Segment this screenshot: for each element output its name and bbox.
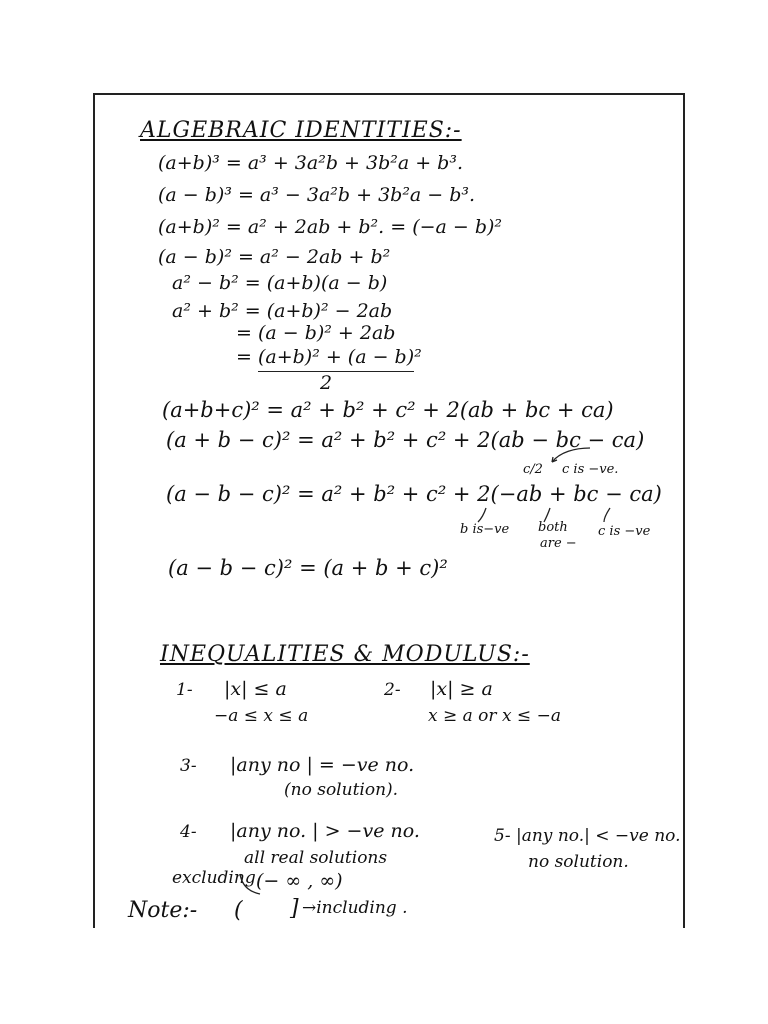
annotation-are-negative: are − [540,536,577,551]
inequality-detail: −a ≤ x ≤ a [214,706,309,726]
annotation-both: both [538,520,568,535]
note-label: Note:- [128,898,198,923]
identity-line: (a − b − c)² = a² + b² + c² + 2(−ab + bc − ca) [166,482,662,506]
inequality-expression: |any no | = −ve no. [230,754,415,776]
identity-line: = (a − b)² + 2ab [236,322,396,344]
identity-line: (a + b − c)² = a² + b² + c² + 2(ab − bc − ca) [166,428,645,452]
note-close-bracket: ] [290,896,299,921]
identity-line: (a+b)³ = a³ + 3a²b + 3b²a + b³. [158,152,464,174]
inequality-detail: x ≥ a or x ≤ −a [428,706,561,726]
excluding-label: excluding [172,868,256,888]
identity-line: (a − b)² = a² − 2ab + b² [158,246,391,268]
interval-text: (− ∞ , ∞) [256,870,343,892]
identity-line: (a+b+c)² = a² + b² + c² + 2(ab + bc + ca) [162,398,614,422]
identity-line: a² + b² = (a+b)² − 2ab [172,300,393,322]
inequality-detail: (no solution). [284,780,399,800]
inequality-number: 2- [384,680,401,700]
inequality-number: 1- [176,680,193,700]
inequality-number: 4- [180,822,197,842]
inequality-number: 3- [180,756,197,776]
inequality-number: 5- [494,826,511,846]
curved-arrow-icon [530,446,610,466]
inequality-expression: |any no.| < −ve no. [516,826,681,846]
identity-line: (a+b)² = a² + 2ab + b². = (−a − b)² [158,216,503,238]
annotation-c-half: c/2 [523,462,543,477]
inequality-expression: |x| ≥ a [430,678,493,700]
inequality-detail: all real solutions [244,848,388,868]
annotation-b-negative: b is−ve [460,522,510,537]
identity-line: = (a+b)² + (a − b)² [236,346,422,368]
inequality-expression: |x| ≤ a [224,678,287,700]
including-label: →including . [302,898,408,918]
identity-line: a² − b² = (a+b)(a − b) [172,272,388,294]
inequality-detail: no solution. [528,852,629,872]
identities-heading: ALGEBRAIC IDENTITIES:- [140,118,462,143]
identity-line: 2 [320,372,333,394]
annotation-c-negative-2: c is −ve [598,524,651,539]
identity-line: (a − b)³ = a³ − 3a²b + 3b²a − b³. [158,184,476,206]
identity-line: (a − b − c)² = (a + b + c)² [168,556,448,580]
inequalities-heading: INEQUALITIES & MODULUS:- [160,642,530,667]
annotation-c-negative: c is −ve. [562,462,619,477]
note-open-bracket: ( [234,898,243,923]
inequality-expression: |any no. | > −ve no. [230,820,420,842]
fraction-bar [258,371,414,372]
